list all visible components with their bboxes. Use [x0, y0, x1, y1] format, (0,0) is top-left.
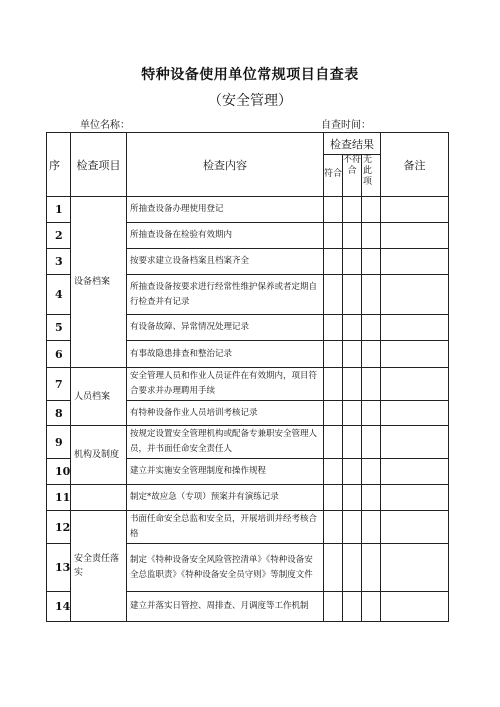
table-row — [47, 426, 449, 459]
nonconform-cell[interactable] — [343, 197, 362, 223]
row-number: 14 — [47, 592, 71, 622]
row-content: 按规定设置安全管理机构或配备专兼职安全管理人员，并书面任命安全责任人 — [127, 426, 324, 459]
row-content: 有特种设备作业人员培训考核记录 — [127, 401, 324, 426]
nonconform-cell[interactable] — [343, 426, 362, 459]
row-number: 11 — [47, 485, 71, 511]
row-number: 8 — [47, 401, 71, 426]
note-cell[interactable] — [381, 315, 449, 341]
conform-cell[interactable] — [324, 223, 343, 249]
conform-cell[interactable] — [324, 544, 343, 592]
row-number: 1 — [47, 197, 71, 223]
row-content: 建立并实施安全管理制度和操作规程 — [127, 459, 324, 485]
na-cell[interactable] — [362, 511, 381, 544]
row-number: 5 — [47, 315, 71, 341]
row-content: 制定*故应急（专项）预案并有演练记录 — [127, 485, 324, 511]
nonconform-cell[interactable] — [343, 275, 362, 315]
conform-cell[interactable] — [324, 511, 343, 544]
row-number: 10 — [47, 459, 71, 485]
row-content: 所抽查设备按要求进行经常性维护保养或者定期自行检查并有记录 — [127, 275, 324, 315]
row-content: 按要求建立设备档案且档案齐全 — [127, 249, 324, 275]
header-item: 检查项目 — [71, 133, 127, 197]
na-cell[interactable] — [362, 249, 381, 275]
nonconform-cell[interactable] — [343, 459, 362, 485]
row-number: 13 — [47, 544, 71, 592]
row-content: 安全管理人员和作业人员证件在有效期内，项目符合要求并办理聘用手续 — [127, 368, 324, 401]
header-note: 备注 — [381, 133, 449, 197]
table-row — [47, 511, 449, 544]
nonconform-cell[interactable] — [343, 401, 362, 426]
conform-cell[interactable] — [324, 275, 343, 315]
na-cell[interactable] — [362, 315, 381, 341]
header-na: 无此项 — [362, 155, 381, 197]
na-cell[interactable] — [362, 197, 381, 223]
unit-name-label: 单位名称： — [80, 120, 130, 131]
na-cell[interactable] — [362, 341, 381, 368]
note-cell[interactable] — [381, 368, 449, 401]
nonconform-cell[interactable] — [343, 223, 362, 249]
note-cell[interactable] — [381, 341, 449, 368]
nonconform-cell[interactable] — [343, 368, 362, 401]
nonconform-cell[interactable] — [343, 511, 362, 544]
check-date-label: 自查时间： — [321, 120, 371, 131]
row-number: 7 — [47, 368, 71, 401]
row-content: 有事故隐患排查和整治记录 — [127, 341, 324, 368]
group-responsibility: 安全责任落实 — [71, 511, 127, 622]
na-cell[interactable] — [362, 275, 381, 315]
note-cell[interactable] — [381, 223, 449, 249]
row-number: 4 — [47, 275, 71, 315]
nonconform-cell[interactable] — [343, 544, 362, 592]
note-cell[interactable] — [381, 401, 449, 426]
header-result: 检查结果 — [324, 133, 381, 155]
nonconform-cell[interactable] — [343, 485, 362, 511]
note-cell[interactable] — [381, 592, 449, 622]
conform-cell[interactable] — [324, 341, 343, 368]
note-cell[interactable] — [381, 249, 449, 275]
conform-cell[interactable] — [324, 249, 343, 275]
row-content: 书面任命安全总监和安全员，开展培训并经考核合格 — [127, 511, 324, 544]
header-nonconform: 不符合 — [343, 155, 362, 197]
conform-cell[interactable] — [324, 401, 343, 426]
conform-cell[interactable] — [324, 485, 343, 511]
row-content: 建立并落实日管控、周排查、月调度等工作机制 — [127, 592, 324, 622]
group-personnel-records: 人员档案 — [71, 368, 127, 426]
conform-cell[interactable] — [324, 459, 343, 485]
conform-cell[interactable] — [324, 592, 343, 622]
row-content: 所抽查设备办理使用登记 — [127, 197, 324, 223]
na-cell[interactable] — [362, 401, 381, 426]
row-content: 制定《特种设备安全风险管控清单》《特种设备安全总监职责》《特种设备安全员守则》等制度文件 — [127, 544, 324, 592]
na-cell[interactable] — [362, 368, 381, 401]
nonconform-cell[interactable] — [343, 592, 362, 622]
group-equipment-records: 设备档案 — [71, 197, 127, 368]
row-number: 9 — [47, 426, 71, 459]
note-cell[interactable] — [381, 197, 449, 223]
note-cell[interactable] — [381, 485, 449, 511]
page-title: 特种设备使用单位常规项目自查表 — [141, 67, 359, 83]
note-cell[interactable] — [381, 511, 449, 544]
na-cell[interactable] — [362, 459, 381, 485]
row-number: 3 — [47, 249, 71, 275]
table-row — [47, 197, 449, 223]
row-number: 2 — [47, 223, 71, 249]
nonconform-cell[interactable] — [343, 315, 362, 341]
na-cell[interactable] — [362, 485, 381, 511]
table-row — [47, 485, 449, 511]
conform-cell[interactable] — [324, 315, 343, 341]
na-cell[interactable] — [362, 426, 381, 459]
na-cell[interactable] — [362, 223, 381, 249]
group-empty-cell — [71, 485, 127, 511]
note-cell[interactable] — [381, 426, 449, 459]
self-check-table — [46, 132, 449, 622]
conform-cell[interactable] — [324, 426, 343, 459]
nonconform-cell[interactable] — [343, 249, 362, 275]
page-subtitle: （安全管理） — [208, 93, 292, 109]
conform-cell[interactable] — [324, 368, 343, 401]
row-content: 有设备故障、异常情况处理记录 — [127, 315, 324, 341]
header-conform: 符合 — [324, 155, 343, 197]
note-cell[interactable] — [381, 275, 449, 315]
nonconform-cell[interactable] — [343, 341, 362, 368]
row-number: 6 — [47, 341, 71, 368]
table-row — [47, 368, 449, 401]
na-cell[interactable] — [362, 544, 381, 592]
row-content: 所抽查设备在检验有效期内 — [127, 223, 324, 249]
row-number: 12 — [47, 511, 71, 544]
header-content: 检查内容 — [127, 133, 324, 197]
header-seq: 序 — [47, 133, 71, 197]
group-organization: 机构及制度 — [71, 426, 127, 485]
note-cell[interactable] — [381, 459, 449, 485]
note-cell[interactable] — [381, 544, 449, 592]
conform-cell[interactable] — [324, 197, 343, 223]
na-cell[interactable] — [362, 592, 381, 622]
